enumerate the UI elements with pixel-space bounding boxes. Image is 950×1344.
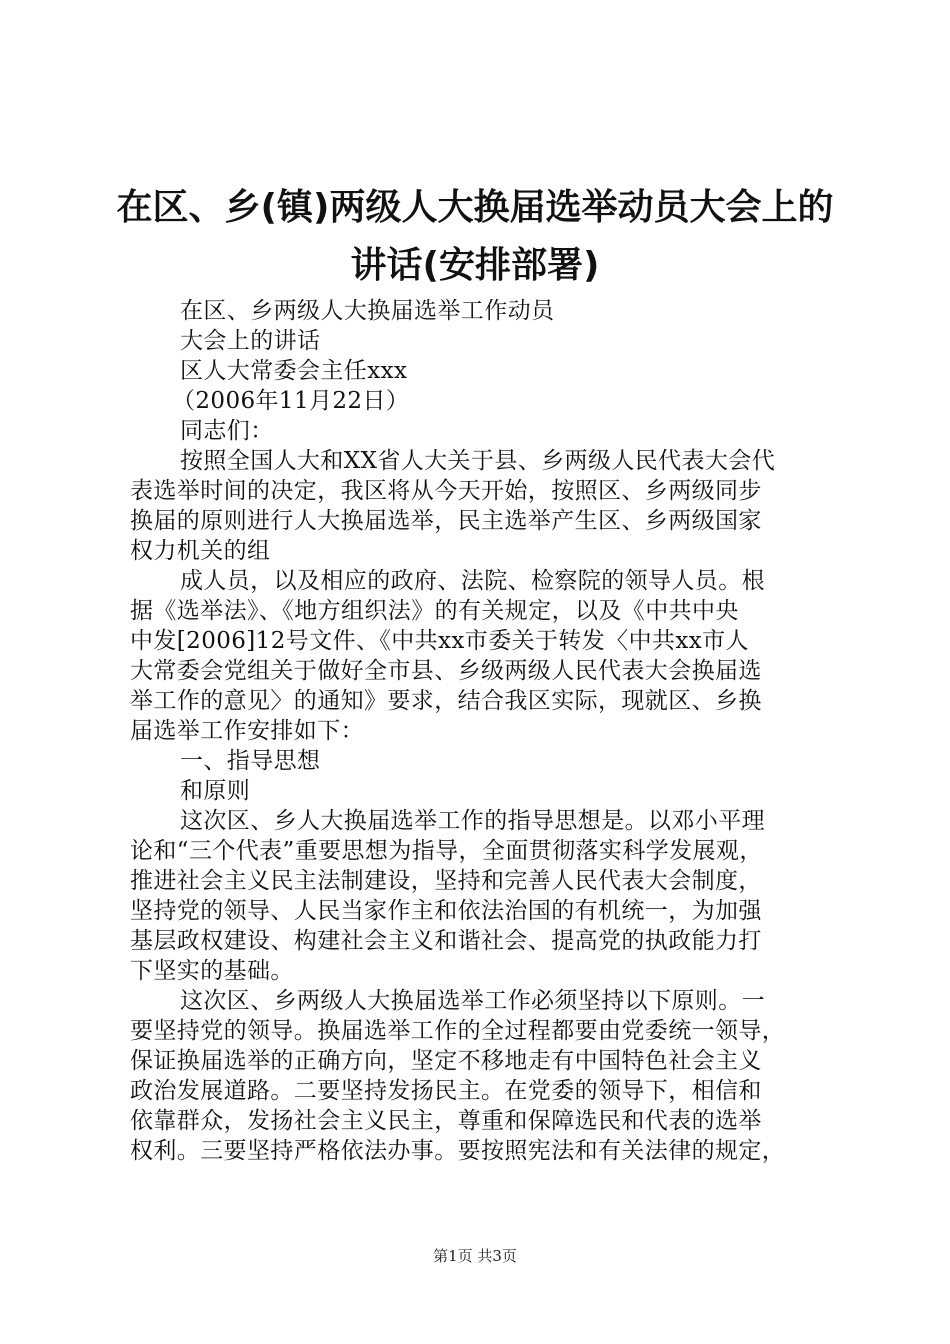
- body-line: 基层政权建设、构建社会主义和谐社会、提高党的执政能力打: [130, 928, 762, 954]
- body-line: 要坚持党的领导。换届选举工作的全过程都要由党委统一领导，: [130, 1018, 786, 1044]
- document-title-line-1: 在区、乡(镇)两级人大换届选举动员大会上的: [116, 187, 834, 228]
- body-line: 依靠群众，发扬社会主义民主，尊重和保障选民和代表的选举: [130, 1108, 762, 1134]
- body-line: 权利。三要坚持严格依法办事。要按照宪法和有关法律的规定，: [130, 1138, 786, 1164]
- body-line: 成人员，以及相应的政府、法院、检察院的领导人员。根: [180, 568, 765, 594]
- section-heading: 一、指导思想: [180, 748, 321, 774]
- body-line: 大会上的讲话: [180, 328, 321, 354]
- body-line: 据《选举法》、《地方组织法》的有关规定，以及《中共中央: [130, 598, 739, 624]
- body-line: 届选举工作安排如下：: [130, 718, 364, 744]
- page-footer: 第1页 共3页: [433, 1247, 517, 1265]
- body-line: 大常委会党组关于做好全市县、乡级两级人民代表大会换届选: [130, 658, 762, 684]
- body-line: 同志们：: [180, 418, 274, 444]
- body-line: 政治发展道路。二要坚持发扬民主。在党委的领导下，相信和: [130, 1078, 762, 1104]
- body-line: 换届的原则进行人大换届选举，民主选举产生区、乡两级国家: [130, 508, 762, 534]
- body-line: 论和“三个代表”重要思想为指导，全面贯彻落实科学发展观，: [130, 838, 763, 864]
- body-line: 权力机关的组: [130, 538, 271, 564]
- body-line: 按照全国人大和XX省人大关于县、乡两级人民代表大会代: [180, 448, 776, 474]
- body-line: 推进社会主义民主法制建设，坚持和完善人民代表大会制度，: [130, 868, 762, 894]
- body-line: 中发[2006]12号文件、《中共xx市委关于转发〈中共xx市人: [130, 628, 749, 654]
- body-line: 坚持党的领导、人民当家作主和依法治国的有机统一，为加强: [130, 898, 762, 924]
- body-line: 下坚实的基础。: [130, 958, 294, 984]
- section-heading: 和原则: [180, 778, 251, 804]
- body-line: 举工作的意见〉的通知》要求，结合我区实际，现就区、乡换: [130, 688, 762, 714]
- body-line: 这次区、乡人大换届选举工作的指导思想是。以邓小平理: [180, 808, 765, 834]
- body-line: （2006年11月22日）: [172, 388, 410, 414]
- body-line: 区人大常委会主任xxx: [180, 358, 408, 384]
- body-line: 在区、乡两级人大换届选举工作动员: [180, 298, 555, 324]
- document-body: [130, 296, 830, 1166]
- body-line: 保证换届选举的正确方向，坚定不移地走有中国特色社会主义: [130, 1048, 762, 1074]
- body-line: 这次区、乡两级人大换届选举工作必须坚持以下原则。一: [180, 988, 765, 1014]
- document-title-line-2: 讲话(安排部署): [350, 245, 600, 286]
- body-line: 表选举时间的决定，我区将从今天开始，按照区、乡两级同步: [130, 478, 762, 504]
